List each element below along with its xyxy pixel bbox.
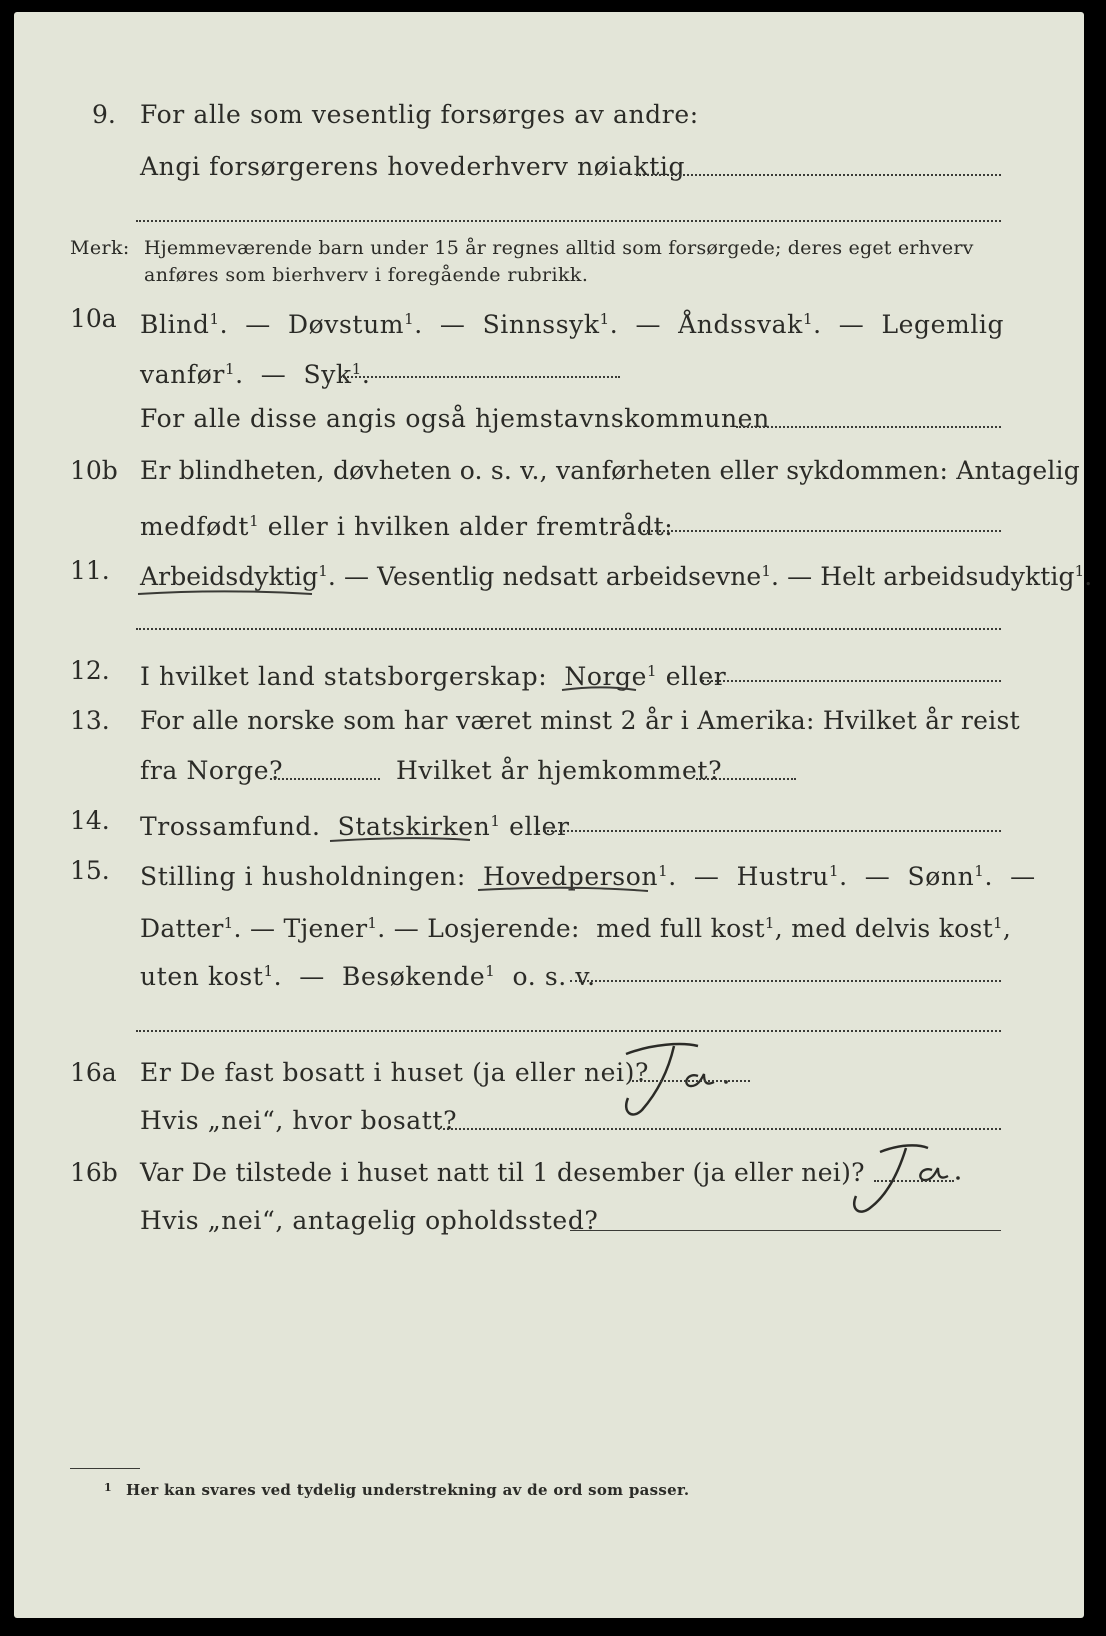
merk-line2: anføres som bierhverv i foregående rubrikk.	[144, 264, 589, 286]
q16b-opholdssted-line	[570, 1230, 1001, 1231]
q16b-handwritten-answer	[840, 1132, 970, 1222]
q9-line1: For alle som vesentlig forsørges av andre:	[140, 100, 699, 129]
option-arbeidsdyktig[interactable]: Arbeidsdyktig	[140, 562, 319, 591]
q13-hjemkommet-line	[696, 778, 796, 780]
q16a-line1: Er De fast bosatt i huset (ja eller nei)?	[140, 1058, 649, 1087]
option-syk[interactable]: Syk	[303, 360, 352, 389]
q9-answer-line	[636, 174, 1001, 176]
option-tjener[interactable]: Tjener	[283, 914, 368, 943]
q15-line1: Stilling i husholdningen: Hovedperson$^1$. — Hustru$^1$. — Sønn$^1$. —	[140, 862, 1036, 891]
q14-handwritten-underline	[328, 832, 474, 846]
q12-line: I hvilket land statsborgerskap: Norge$^1$ eller	[140, 662, 727, 691]
option-vanfor[interactable]: vanfør	[140, 360, 225, 389]
q15-line2: Datter$^1$. — Tjener$^1$. — Losjerende: med full kost$^1$, med delvis kost$^1$,	[140, 914, 1012, 943]
q10a-line2: vanfør$^1$. — Syk$^1$.	[140, 360, 371, 389]
q9-extra-line	[136, 220, 1001, 222]
q15-line3: uten kost$^1$. — Besøkende$^1$ o. s. v.	[140, 962, 596, 991]
census-form-page	[14, 12, 1093, 1618]
q14-line: Trossamfund. Statskirken$^1$ eller	[140, 812, 570, 841]
option-uten-kost[interactable]: uten kost	[140, 962, 264, 991]
q16a-number: 16a	[70, 1058, 117, 1087]
q10a-options-line: Blind$^1$. — Døvstum$^1$. — Sinnssyk$^1$. — Åndssvak$^1$. — Legemlig	[140, 310, 1005, 339]
q12-handwritten-underline	[560, 682, 640, 696]
q14-answer-line	[538, 830, 1001, 832]
option-sinnssyk[interactable]: Sinnssyk	[482, 310, 600, 339]
q11-extra-line	[136, 628, 1001, 630]
option-andssvak[interactable]: Åndssvak	[678, 310, 803, 339]
option-helt-arbeidsudyktig[interactable]: Helt arbeidsudyktig	[820, 562, 1075, 591]
q16b-answer-line	[874, 1180, 954, 1182]
q10b-answer-line	[638, 530, 1001, 532]
option-besokende[interactable]: Besøkende	[341, 962, 486, 991]
q12-answer-line	[702, 680, 1001, 682]
option-legemlig[interactable]: Legemlig	[881, 310, 1005, 339]
option-blind[interactable]: Blind	[140, 310, 210, 339]
option-hovedperson[interactable]: Hovedperson	[482, 862, 659, 891]
q9-line2: Angi forsørgerens hovederhverv nøiaktig	[140, 152, 686, 181]
q15-extra-line	[136, 1030, 1001, 1032]
q14-number: 14.	[70, 806, 110, 835]
footnote-mark: 1	[104, 1481, 112, 1494]
q10b-line2: medfødt$^1$ eller i hvilken alder fremtrådt:	[140, 512, 674, 541]
q11-number: 11.	[70, 556, 110, 585]
q10a-line3: For alle disse angis også hjemstavnskommunen	[140, 404, 770, 433]
q9-number: 9.	[92, 100, 116, 129]
option-medfodt[interactable]: medfødt	[140, 512, 250, 541]
footnote-text: Her kan svares ved tydelig understrekning av de ord som passer.	[126, 1481, 690, 1499]
option-vesentlig-nedsatt[interactable]: Vesentlig nedsatt arbeidsevne	[377, 562, 762, 591]
q15-number: 15.	[70, 856, 110, 885]
merk-label: Merk:	[70, 237, 130, 259]
q15-answer-line	[570, 980, 1001, 982]
q16b-line2: Hvis „nei“, antagelig opholdssted?	[140, 1206, 599, 1235]
q12-number: 12.	[70, 656, 110, 685]
q16b-number: 16b	[70, 1158, 118, 1187]
q13-fra-norge-line	[270, 778, 380, 780]
q10b-number: 10b	[70, 456, 118, 485]
q10a-answer-line	[340, 376, 620, 378]
q11-options-line: Arbeidsdyktig$^1$. — Vesentlig nedsatt arbeidsevne$^1$. — Helt arbeidsudyktig$^1$.	[140, 562, 1093, 591]
q13-number: 13.	[70, 706, 110, 735]
q10b-line1: Er blindheten, døvheten o. s. v., vanførheten eller sykdommen: Antagelig	[140, 456, 1080, 485]
q10a-number: 10a	[70, 304, 117, 333]
q13-fra-norge: fra Norge?	[140, 756, 284, 785]
q13-line1: For alle norske som har været minst 2 år i Amerika: Hvilket år reist	[140, 706, 1021, 735]
option-datter[interactable]: Datter	[140, 914, 224, 943]
option-sonn[interactable]: Sønn	[907, 862, 975, 891]
q16a-handwritten-answer	[612, 1032, 742, 1122]
option-delvis-kost[interactable]: med delvis kost	[791, 914, 993, 943]
q16a-hvor-line	[438, 1128, 1001, 1130]
merk-line1: Hjemmeværende barn under 15 år regnes alltid som forsørgede; deres eget erhverv	[144, 237, 974, 259]
option-hustru[interactable]: Hustru	[736, 862, 829, 891]
q16a-line2: Hvis „nei“, hvor bosatt?	[140, 1106, 458, 1135]
q15-handwritten-underline	[476, 882, 652, 896]
option-norge[interactable]: Norge	[564, 662, 648, 691]
option-statskirken[interactable]: Statskirken	[337, 812, 491, 841]
option-dovstum[interactable]: Døvstum	[287, 310, 405, 339]
q13-hjemkommet: Hvilket år hjemkommet?	[396, 756, 723, 785]
q16b-line1: Var De tilstede i huset natt til 1 desember (ja eller nei)?	[140, 1158, 865, 1187]
option-full-kost[interactable]: med full kost	[596, 914, 765, 943]
q16a-answer-line	[632, 1080, 750, 1082]
footnote-rule	[70, 1468, 140, 1469]
q11-handwritten-underline	[136, 584, 316, 600]
q10a-hjemstavn-line	[736, 426, 1001, 428]
